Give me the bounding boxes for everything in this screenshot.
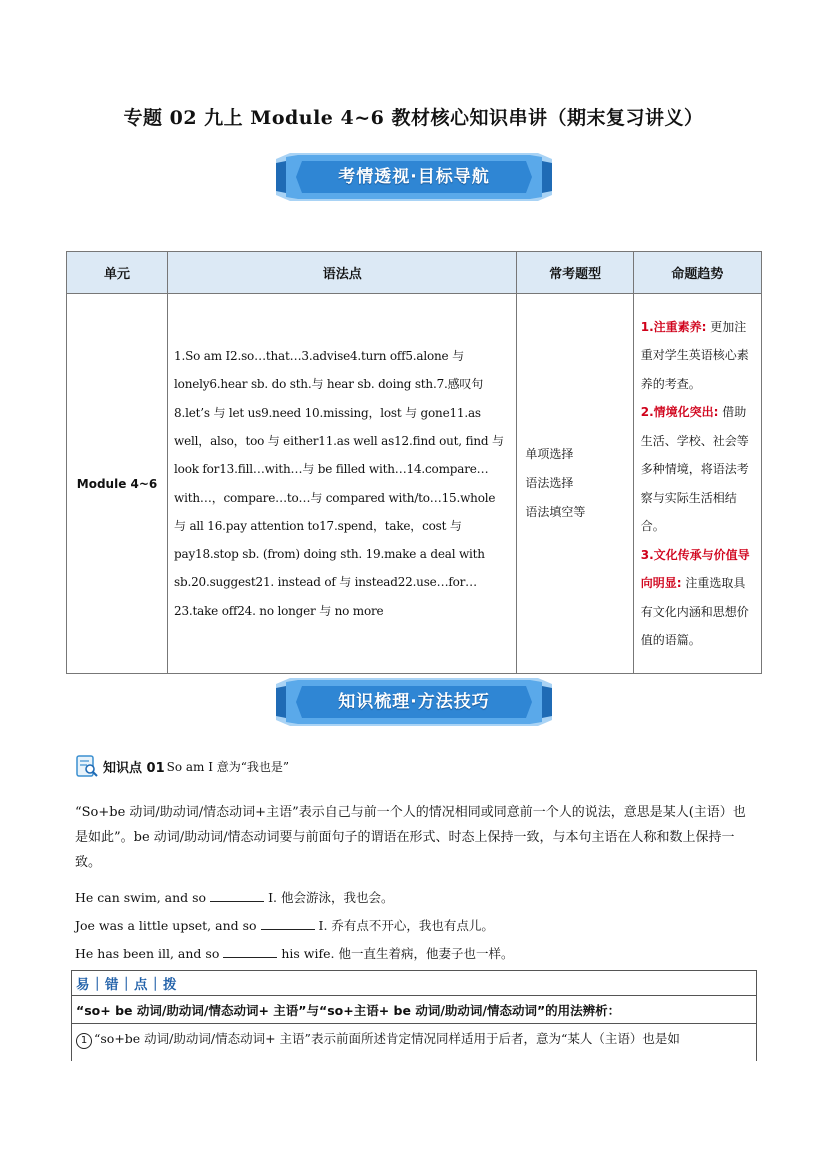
explanation-paragraph: “So+be 动词/助动词/情态动词+主语”表示自己与前一个人的情况相同或同意前一个人的说法，意思是某人(主语）也是如此”。be 动词/助动词/情态动词要与前面句子的谓语在形式、时态上保持一致，与本句主语在人称和数上保持一致。 xyxy=(75,805,746,870)
question-types-cell xyxy=(517,294,633,674)
banner-knowledge-methods xyxy=(276,678,552,726)
header-trends: 命题趋势 xyxy=(633,252,761,294)
example-text: his wife. 他一直生着病，他妻子也一样。 xyxy=(281,946,514,961)
grammar-points-cell: 1.So am I2.so…that…3.advise4.turn off5.alone 与 lonely6.hear sb. do sth.与 hear sb. doing sth.7.感叹句 8.let’s 与 let us9.need 10.missing，lost 与 gone11.as well，also，too 与 either11.as well as12.find out, find 与 look for13.fill…with…与 be filled with…14.compare…with…，compare…to…与 compared with/to…15.whole 与 all 16.pay attention to17.spend，take，cost 与 pay18.stop sb. (from) doing sth. 19.make a deal with sb.20.suggest21. instead of 与 instead22.use…for…23.take off24. no longer 与 no more xyxy=(168,294,517,674)
trend-label: 1.注重素养: xyxy=(640,319,707,334)
banner-exam-overview xyxy=(276,153,552,201)
header-grammar: 语法点 xyxy=(168,252,517,294)
type-item: 语法填空等 xyxy=(525,505,586,519)
type-item: 单项选择 xyxy=(525,447,574,461)
unit-cell: Module 4~6 xyxy=(67,294,168,674)
divider xyxy=(72,995,756,996)
divider xyxy=(72,1023,756,1024)
trend-item xyxy=(641,398,754,541)
error-tip-title: 易｜错｜点｜拨 xyxy=(76,977,178,993)
fill-blank xyxy=(261,915,315,930)
overview-table xyxy=(66,251,762,674)
example-text: I. 乔有点不开心，我也有点儿。 xyxy=(318,918,494,933)
trend-item xyxy=(641,541,754,655)
magnifier-document-icon xyxy=(75,754,99,778)
error-tip-box xyxy=(71,970,757,1061)
example-sentence xyxy=(75,887,393,906)
error-tip-item xyxy=(76,1029,680,1049)
header-types: 常考题型 xyxy=(517,252,633,294)
knowledge-point-label: 知识点 01 xyxy=(103,760,165,776)
banner-label: 知识梳理·方法技巧 xyxy=(338,692,490,712)
example-sentence xyxy=(75,915,494,934)
trend-text: 注重选取具有文化内涵和思想价值的语篇。 xyxy=(640,576,749,647)
type-item: 语法选择 xyxy=(525,476,574,490)
knowledge-point-heading xyxy=(75,754,289,778)
banner-label: 考情透视·目标导航 xyxy=(338,167,490,187)
example-text: He can swim, and so xyxy=(75,890,207,905)
fill-blank xyxy=(223,943,277,958)
example-text: Joe was a little upset, and so xyxy=(75,918,257,933)
trends-cell xyxy=(633,294,761,674)
knowledge-point-title: So am I 意为“我也是” xyxy=(166,759,290,774)
fill-blank xyxy=(210,887,264,902)
example-text: He has been ill, and so xyxy=(75,946,220,961)
trend-label: 3.文化传承与价值导向明显: xyxy=(640,547,750,590)
trend-text: 更加注重对学生英语核心素养的考查。 xyxy=(640,319,749,391)
error-tip-text: “so+be 动词/助动词/情态动词+ 主语”表示前面所述肯定情况同样适用于后者，意为“某人（主语）也是如 xyxy=(94,1031,680,1046)
trend-text: 借助生活、学校、社会等多种情境，将语法考察与实际生活相结合。 xyxy=(640,405,749,533)
header-unit: 单元 xyxy=(67,252,168,294)
table-row xyxy=(67,294,762,674)
page-title: 专题 02 九上 Module 4~6 教材核心知识串讲（期末复习讲义） xyxy=(123,107,704,129)
table-header-row xyxy=(67,252,762,294)
circled-number: 1 xyxy=(76,1033,92,1049)
trend-item xyxy=(641,313,754,399)
example-sentence xyxy=(75,943,513,962)
error-tip-subtitle: “so+ be 动词/助动词/情态动词+ 主语”与“so+主语+ be 动词/助动词/情态动词”的用法辨析： xyxy=(76,1003,621,1018)
trend-label: 2.情境化突出: xyxy=(640,405,719,419)
example-text: I. 他会游泳，我也会。 xyxy=(268,890,394,905)
